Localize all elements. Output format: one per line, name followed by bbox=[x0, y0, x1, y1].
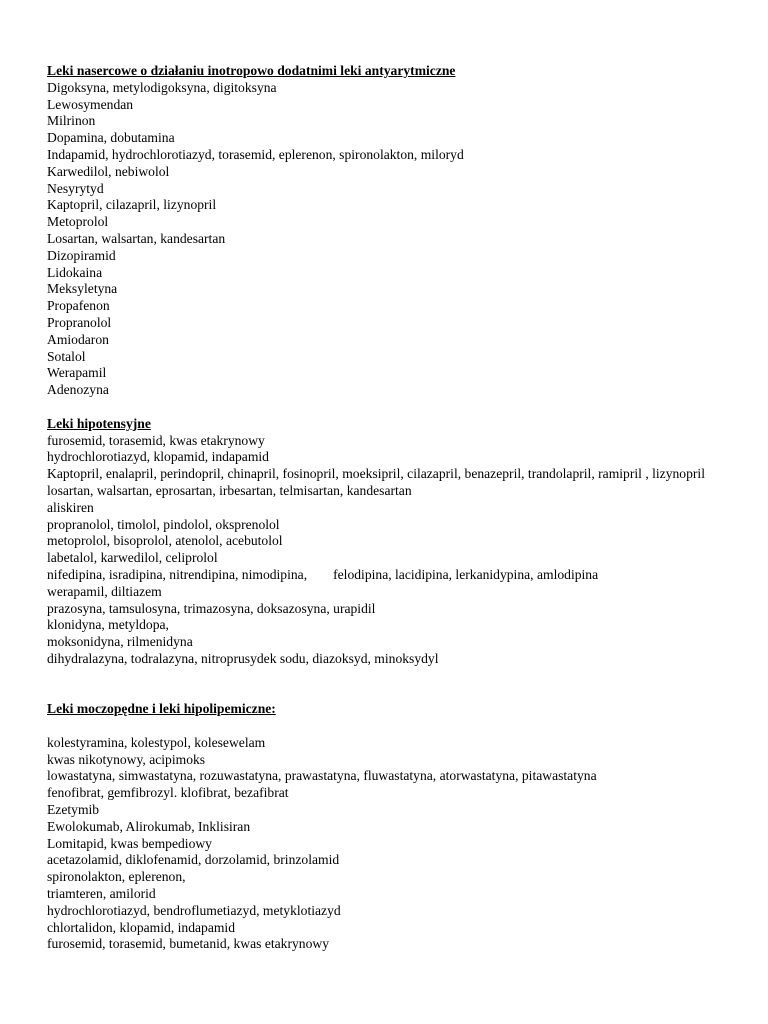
list-item-part: nifedipina, isradipina, nitrendipina, nimodipina, bbox=[47, 566, 308, 582]
list-item: chlortalidon, klopamid, indapamid bbox=[47, 919, 236, 935]
list-item: Lomitapid, kwas bempediowy bbox=[47, 835, 212, 851]
section-spacer bbox=[47, 668, 737, 702]
list-item: Werapamil bbox=[47, 365, 107, 381]
list-item: spironolakton, eplerenon, bbox=[47, 869, 186, 885]
list-item: aliskiren bbox=[47, 499, 94, 515]
list-item: kolestyramina, kolestypol, kolesewelam bbox=[47, 734, 266, 750]
list-item: triamteren, amilorid bbox=[47, 886, 156, 902]
list-item: Karwedilol, nebiwolol bbox=[47, 163, 170, 179]
list-item: Meksyletyna bbox=[47, 281, 118, 297]
list-item: acetazolamid, diklofenamid, dorzolamid, brinzolamid bbox=[47, 852, 340, 868]
list-item: Indapamid, hydrochlorotiazyd, torasemid, eplerenon, spironolakton, miloryd bbox=[47, 146, 464, 162]
list-item: Adenozyna bbox=[47, 382, 109, 398]
list-item: furosemid, torasemid, kwas etakrynowy bbox=[47, 432, 265, 448]
list-item: losartan, walsartan, eprosartan, irbesartan, telmisartan, kandesartan bbox=[47, 482, 412, 498]
list-item: klonidyna, metyldopa, bbox=[47, 617, 169, 633]
list-item: Dopamina, dobutamina bbox=[47, 130, 175, 146]
list-item: lowastatyna, simwastatyna, rozuwastatyna, prawastatyna, fluwastatyna, atorwastatyna, pitawastatyna bbox=[47, 768, 597, 784]
list-item: Propafenon bbox=[47, 298, 110, 314]
list-item: Sotalol bbox=[47, 348, 86, 364]
section-title-hypotensive: Leki hipotensyjne bbox=[47, 415, 151, 431]
list-item: Lewosymendan bbox=[47, 96, 134, 112]
list-item: labetalol, karwedilol, celiprolol bbox=[47, 550, 218, 566]
list-item: Dizopiramid bbox=[47, 247, 116, 263]
list-item: Ezetymib bbox=[47, 802, 100, 818]
list-item bbox=[47, 567, 737, 584]
list-item: Amiodaron bbox=[47, 331, 109, 347]
list-item: Ewolokumab, Alirokumab, Inklisiran bbox=[47, 818, 251, 834]
section-title-diuretics-lipids: Leki moczopędne i leki hipolipemiczne: bbox=[47, 701, 276, 717]
list-item: Nesyrytyd bbox=[47, 180, 104, 196]
list-item: prazosyna, tamsulosyna, trimazosyna, doksazosyna, urapidil bbox=[47, 600, 376, 616]
list-item: kwas nikotynowy, acipimoks bbox=[47, 751, 206, 767]
list-item: metoprolol, bisoprolol, atenolol, acebutolol bbox=[47, 533, 283, 549]
list-item: hydrochlorotiazyd, klopamid, indapamid bbox=[47, 449, 269, 465]
section-spacer bbox=[47, 718, 737, 735]
section-title-cardiac: Leki nasercowe o działaniu inotropowo dodatnimi leki antyarytmiczne bbox=[47, 63, 456, 78]
document-page bbox=[47, 63, 737, 953]
list-item: Digoksyna, metylodigoksyna, digitoksyna bbox=[47, 79, 277, 95]
list-item: Lidokaina bbox=[47, 264, 103, 280]
section-spacer bbox=[47, 399, 737, 416]
list-item: furosemid, torasemid, bumetanid, kwas etakrynowy bbox=[47, 936, 330, 952]
list-item: moksonidyna, rilmenidyna bbox=[47, 634, 193, 650]
list-item: Kaptopril, cilazapril, lizynopril bbox=[47, 197, 217, 213]
list-item: dihydralazyna, todralazyna, nitroprusydek sodu, diazoksyd, minoksydyl bbox=[47, 650, 439, 666]
list-item: Kaptopril, enalapril, perindopril, chinapril, fosinopril, moeksipril, cilazapril, benazepril, trandolapril, ramipril , lizynopril bbox=[47, 466, 705, 482]
list-item: hydrochlorotiazyd, bendroflumetiazyd, metyklotiazyd bbox=[47, 902, 341, 918]
list-item: werapamil, diltiazem bbox=[47, 583, 162, 599]
list-item: Metoprolol bbox=[47, 214, 109, 230]
list-item-part: felodipina, lacidipina, lerkanidypina, amlodipina bbox=[333, 566, 599, 582]
list-item: fenofibrat, gemfibrozyl. klofibrat, bezafibrat bbox=[47, 785, 289, 801]
list-item: Milrinon bbox=[47, 113, 96, 129]
list-item: Losartan, walsartan, kandesartan bbox=[47, 230, 226, 246]
list-item: propranolol, timolol, pindolol, oksprenolol bbox=[47, 516, 280, 532]
list-item: Propranolol bbox=[47, 314, 112, 330]
